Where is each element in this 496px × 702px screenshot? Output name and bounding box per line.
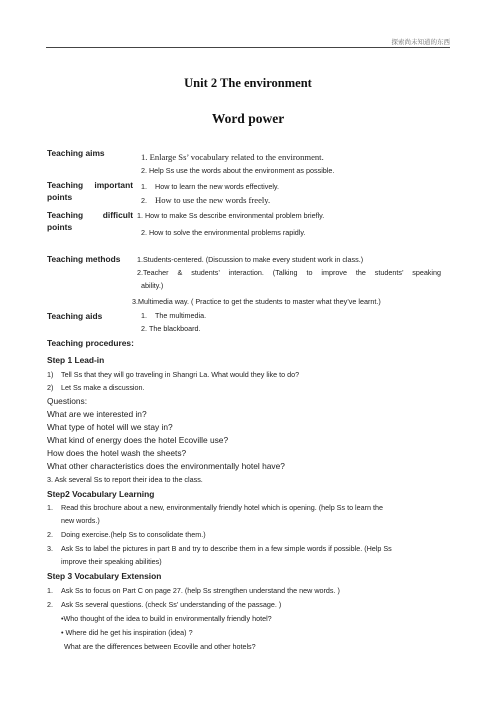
procedures-label: Teaching procedures: [47,338,134,348]
difficult-label [47,210,133,220]
step1-item-2: Let Ss make a discussion. [61,383,145,392]
important-num-1: 1. [141,182,147,191]
question-4: How does the hotel wash the sheets? [47,448,187,458]
header-rule [46,47,450,48]
methods-item-2: 2.Teacher & students’ interaction. (Talking to improve the students’ speaking [137,268,441,277]
important-label-a: Teaching [47,180,84,190]
step1-report: 3. Ask several Ss to report their idea to the class. [47,475,203,484]
step2-item-2: Doing exercise.(help Ss to consolidate them.) [61,530,206,539]
step3-num-1: 1. [47,586,53,595]
important-label-c: points [47,192,73,202]
aims-item-1: 1. Enlarge Ss’ vocabulary related to the environment. [141,152,324,162]
methods-item-2-cont: ability.) [141,281,164,290]
question-1: What are we interested in? [47,409,147,419]
methods-item-3: 3.Multimedia way. ( Practice to get the students to master what they’ve learnt.) [132,297,381,306]
step3-title: Step 3 Vocabulary Extension [47,571,162,581]
step2-num-3: 3. [47,544,53,553]
step3-last-line: What are the differences between Ecoville and other hotels? [64,642,256,651]
section-title: Word power [211,111,285,126]
step3-item-1: Ask Ss to focus on Part C on page 27. (help Ss strengthen understand the new words. ) [61,586,340,595]
methods-item-1: 1.Students-centered. (Discussion to make every student work in class.) [137,255,364,264]
step1-item-1: Tell Ss that they will go traveling in Shangri La. What would they like to do? [61,370,300,379]
aims-label: Teaching aims [47,148,105,158]
aids-num-2: 2. [141,324,147,333]
aids-label: Teaching aids [47,311,103,321]
difficult-item-1: 1. How to make Ss describe environmental problem briefly. [137,211,325,220]
step2-item-3-line-2: improve their speaking abilities) [61,557,162,566]
header-text: 探索尚未知道的东西 [391,38,450,46]
step2-num-2: 2. [47,530,53,539]
methods-label: Teaching methods [47,254,121,264]
question-5: What other characteristics does the environmentally hotel have? [47,461,285,471]
aids-item-1: The multimedia. [155,311,207,320]
aims-item-2: 2. Help Ss use the words about the environment as possible. [141,166,335,175]
step2-num-1: 1. [47,503,53,512]
step3-bullet-1: •Who thought of the idea to build in environmentally friendly hotel? [61,614,272,623]
step1-num-1: 1) [47,370,54,379]
step3-bullet-2: • Where did he get his inspiration (idea) ? [61,628,193,637]
difficult-label-b: difficult [102,210,133,220]
step2-title: Step2 Vocabulary Learning [47,489,155,499]
difficult-label-a: Teaching [47,210,84,220]
difficult-item-2: 2. How to solve the environmental problems rapidly. [141,228,306,237]
step1-num-2: 2) [47,383,54,392]
step2-item-3-line-1: Ask Ss to label the pictures in part B and try to describe them in a few simple words if possible. (Help Ss [61,544,392,553]
important-item-1: How to learn the new words effectively. [155,182,279,191]
step1-title: Step 1 Lead-in [47,355,105,365]
important-label [47,180,133,190]
step3-item-2: Ask Ss several questions. (check Ss’ understanding of the passage. ) [61,600,282,609]
important-item-2: How to use the new words freely. [155,195,271,205]
important-num-2: 2. [141,196,147,205]
question-2: What type of hotel will we stay in? [47,422,173,432]
step3-num-2: 2. [47,600,53,609]
aids-num-1: 1. [141,311,147,320]
aids-item-2: The blackboard. [149,324,201,333]
step2-item-1-line-2: new words.) [61,516,100,525]
important-label-b: important [94,180,133,190]
difficult-label-c: points [47,222,73,232]
step2-item-1-line-1: Read this brochure about a new, environmentally friendly hotel which is opening. (help Ss to learn the [61,503,384,512]
unit-title: Unit 2 The environment [184,76,312,90]
question-3: What kind of energy does the hotel Ecoville use? [47,435,229,445]
questions-label: Questions: [47,396,88,406]
